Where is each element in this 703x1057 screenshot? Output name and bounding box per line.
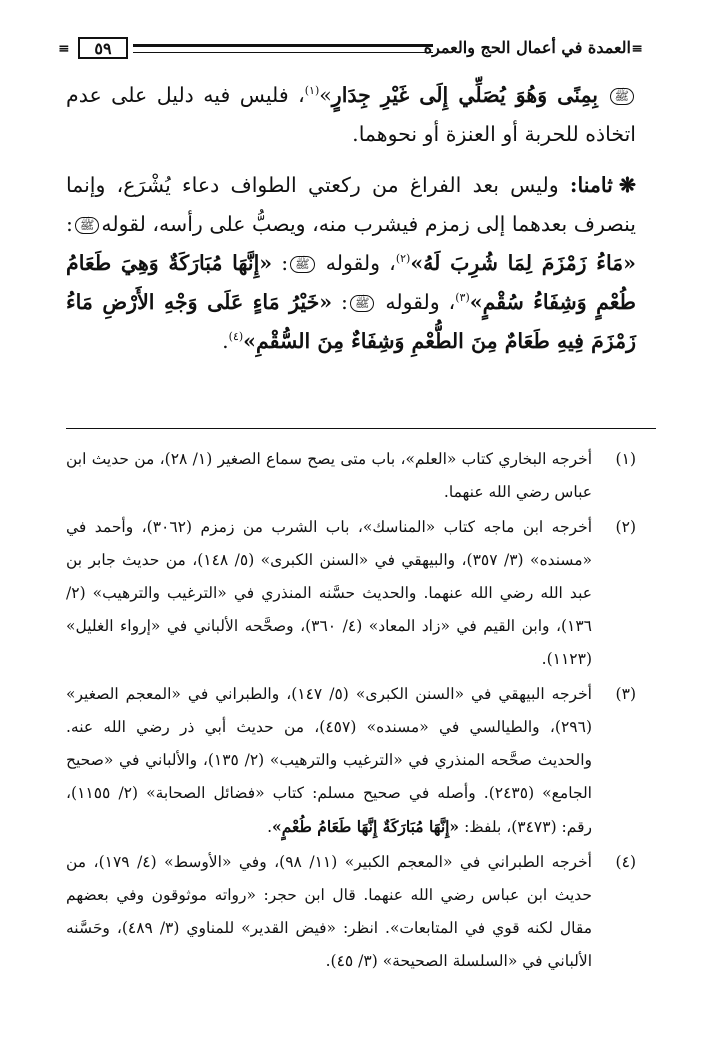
- paragraph-text: وليس بعد الفراغ من ركعتي الطواف دعاء يُشْرَع، وإنما ينصرف بعدهما إلى زمزم فيشرب منه، ويصبُّ على رأسه، لقوله: [66, 173, 636, 236]
- hadith-quote: «مَاءُ زَمْزَمَ لِمَا شُرِبَ لَهُ»: [410, 251, 636, 275]
- hadith-quote: «إِنَّهَا مُبَارَكَةٌ وَهِيَ طَعَامُ طُعْمٍ وَشِفَاءُ سُقْمٍ»: [66, 251, 636, 314]
- footnote-ref: (٣): [455, 291, 470, 305]
- footnote-number: (١): [615, 450, 636, 468]
- hadith-quote: بِمِنًى وَهُوَ يُصَلِّي إِلَى غَيْرِ جِدَارٍ: [331, 83, 599, 107]
- paragraph-text: ، ولقوله: [385, 290, 456, 314]
- footnote-text: أخرجه ابن ماجه كتاب «المناسك»، باب الشرب من زمزم (٣٠٦٢)، وأحمد في «مسنده» (٣/ ٣٥٧)، والبيهقي في «السنن الكبرى» (٥/ ١٤٨)، من حديث جابر بن عبد الله رضي الله عنهما. والحديث حسَّنه المنذري في «الترغيب والترهيب» (٢/ ١٣٦)، وابن القيم في «زاد المعاد» (٤/ ٣٦٠)، وصحَّحه الألباني في «إرواء الغليل» (١١٢٣).: [66, 518, 593, 668]
- footnote-1: [66, 443, 636, 509]
- star-bullet-icon: ❋: [618, 173, 636, 197]
- footnote-number: (٤): [615, 853, 636, 871]
- paragraph-1: ﷺ بِمِنًى وَهُوَ يُصَلِّي إِلَى غَيْرِ جِدَارٍ»$^{(١)}$، فليس فيه دليل على عدم اتخاذه للحربة أو العنزة أو نحوهما.: [66, 83, 636, 146]
- paragraph-2: ❋ثامنا: وليس بعد الفراغ من ركعتي الطواف دعاء يُشْرَع، وإنما ينصرف بعدهما إلى زمزم فيشرب منه، ويصبُّ على رأسه، لقولهﷺ: «مَاءُ زَمْزَمَ لِمَا شُرِبَ لَهُ»$^{(٢)}$، ولقوله ﷺ: «إِنَّهَا مُبَارَكَةٌ وَهِيَ طَعَامُ طُعْمٍ وَشِفَاءُ سُقْمٍ»$^{(٣)}$، ولقوله ﷺ: «خَيْرُ مَاءٍ عَلَى وَجْهِ الأَرْضِ مَاءُ زَمْزَمَ فِيهِ طَعَامٌ مِنَ الطُّعْمِ وَشِفَاءٌ مِنَ السُّقْمِ»$^{(٤)}$.: [66, 173, 636, 353]
- footnote-text: أخرجه البيهقي في «السنن الكبرى» (٥/ ١٤٧)، والطبراني في «المعجم الصغير» (٢٩٦)، والطيالسي في «مسنده» (٤٥٧)، من حديث أبي ذر رضي الله عنه. والحديث صحَّحه المنذري في «الترغيب والترهيب» (٢/ ١٣٥)، والألباني في «صحيح الجامع» (٢٤٣٥). وأصله في صحيح مسلم: كتاب «فضائل الصحابة» (٢/ ١١٥٥)، رقم: (٣٤٧٣)، بلفظ:: [66, 685, 592, 836]
- main-text: [66, 76, 636, 361]
- header-rule: [133, 44, 433, 53]
- footnote-2: [66, 511, 636, 676]
- section-heading: ثامنا:: [569, 173, 613, 197]
- paragraph-text: ، ولقوله: [325, 251, 396, 275]
- footnote-ref: (٤): [228, 330, 244, 344]
- header-right-mark: ≡: [631, 41, 643, 57]
- hadith-quote: «خَيْرُ مَاءٍ عَلَى وَجْهِ الأَرْضِ مَاءُ زَمْزَمَ فِيهِ طَعَامٌ مِنَ الطُّعْمِ وَشِفَاءٌ مِنَ السُّقْمِ»: [66, 290, 636, 353]
- footnote-3: [66, 678, 636, 844]
- footnotes: [66, 443, 636, 980]
- page-number-box: [78, 37, 128, 59]
- header-left-mark: ≡: [58, 41, 70, 57]
- footnote-quote: «إِنَّهَا مُبَارَكَةٌ إِنَّهَا طَعَامُ طُعْمٍ»: [272, 817, 460, 836]
- page-number: ٥٩: [94, 38, 112, 58]
- paragraph-text: ، فليس فيه دليل على عدم اتخاذه للحربة أو العنزة أو نحوهما.: [66, 83, 636, 146]
- footnote-end: .: [267, 818, 273, 836]
- footnote-4: [66, 846, 636, 978]
- salutation-symbol: ﷺ: [290, 256, 315, 273]
- paragraph-end: .: [222, 329, 229, 353]
- footnote-text: أخرجه البخاري كتاب «العلم»، باب متى يصح سماع الصغير (١/ ٢٨)، من حديث ابن عباس رضي الله عنهما.: [66, 450, 593, 501]
- salutation-symbol: ﷺ: [350, 295, 375, 312]
- salutation-symbol: ﷺ: [610, 88, 635, 105]
- footnote-number: (٢): [615, 518, 636, 536]
- running-header: [58, 36, 643, 62]
- footnote-number: (٣): [615, 685, 636, 703]
- running-title: العمدة في أعمال الحج والعمرة: [423, 38, 631, 57]
- footnote-ref: (١): [304, 84, 320, 98]
- footnote-divider: [66, 428, 656, 429]
- salutation-symbol: ﷺ: [75, 217, 100, 234]
- footnote-text: أخرجه الطبراني في «المعجم الكبير» (١١/ ٩٨)، وفي «الأوسط» (٤/ ١٧٩)، من حديث ابن عباس رضي الله عنهما. قال ابن حجر: «رواته موثوقون وفي بعضهم مقال لكنه قوي في المتابعات». انظر: «فيض القدير» للمناوي (٣/ ٤٨٩)، وحَسَّنه الألباني في «السلسلة الصحيحة» (٣/ ٤٥).: [66, 853, 592, 970]
- footnote-ref: (٢): [395, 252, 411, 266]
